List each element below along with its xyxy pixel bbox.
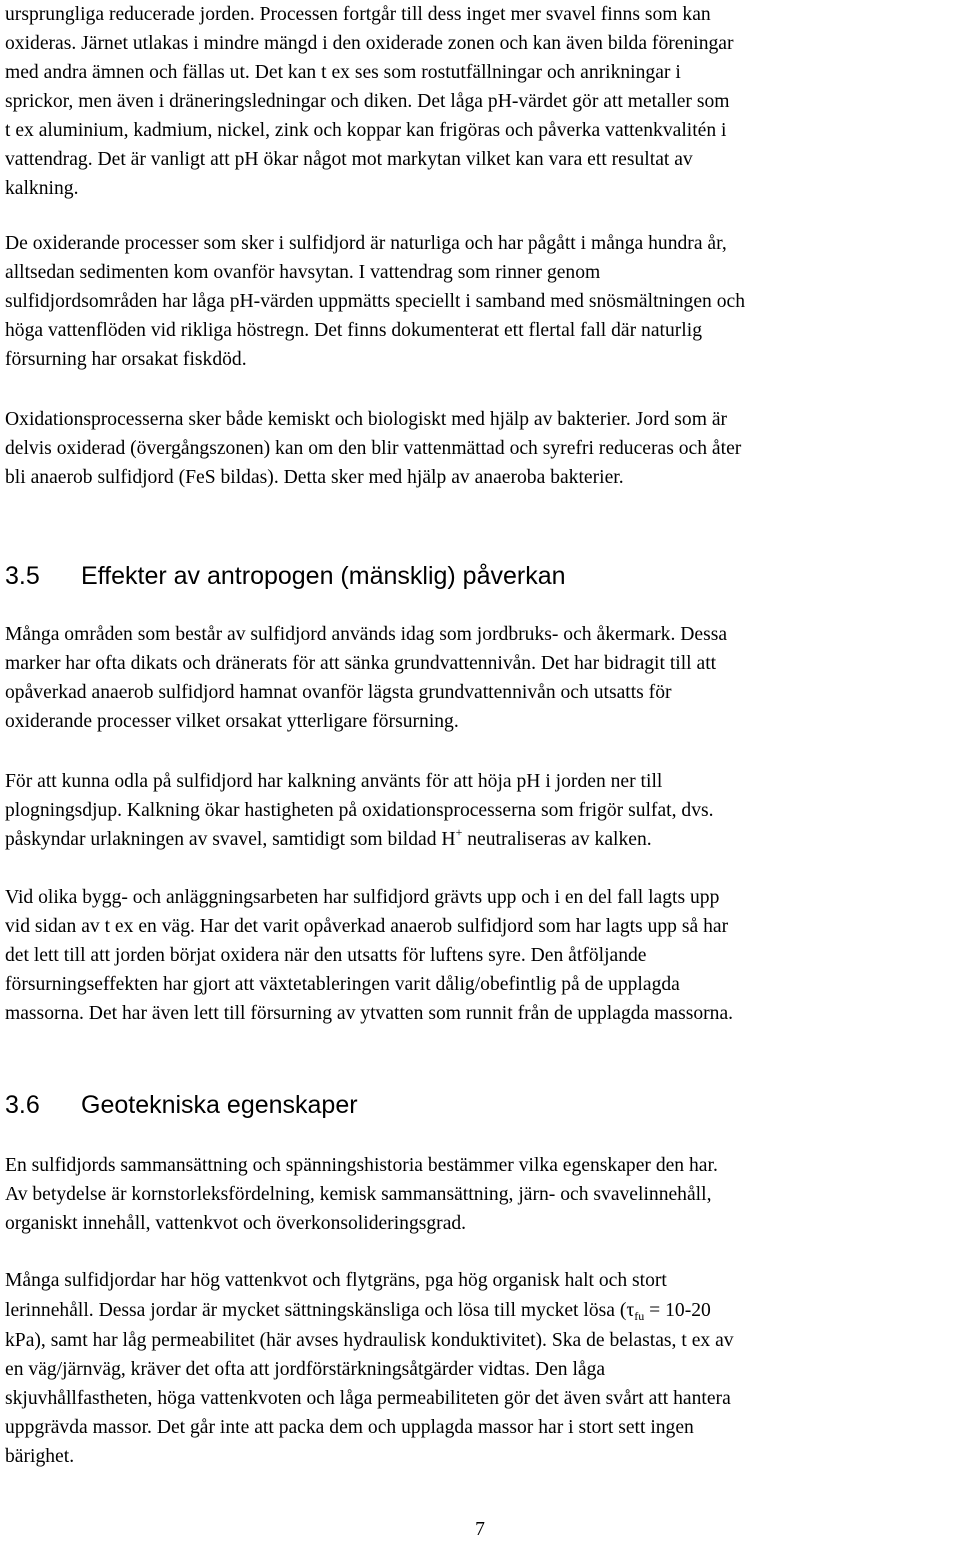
text-line: delvis oxiderad (övergångszonen) kan om den blir vattenmättad och syrefri reduceras och åter bbox=[5, 438, 742, 459]
text-line: ursprungliga reducerade jorden. Processen fortgår till dess inget mer svavel finns som kan bbox=[5, 4, 711, 25]
text-line: plogningsdjup. Kalkning ökar hastigheten på oxidationsprocesserna som frigör sulfat, dvs. bbox=[5, 800, 714, 821]
text-line bbox=[5, 1295, 955, 1326]
section-number: 3.6 bbox=[5, 1091, 40, 1119]
paragraph-agriculture bbox=[5, 620, 955, 736]
subscript-fu: fu bbox=[634, 1309, 645, 1323]
superscript-plus: + bbox=[455, 825, 463, 839]
text-line: alltsedan sedimenten kom ovanför havsytan. I vattendrag som rinner genom bbox=[5, 262, 601, 283]
text-line: bärighet. bbox=[5, 1446, 75, 1467]
text-line: Många sulfidjordar har hög vattenkvot och flytgräns, pga hög organisk halt och stort bbox=[5, 1270, 667, 1291]
section-number: 3.5 bbox=[5, 562, 40, 590]
section-heading-3-5 bbox=[5, 560, 566, 592]
text-line: försurning har orsakat fiskdöd. bbox=[5, 349, 247, 370]
text-line: För att kunna odla på sulfidjord har kalkning använts för att höja pH i jorden ner till bbox=[5, 771, 663, 792]
text-line: De oxiderande processer som sker i sulfidjord är naturliga och har pågått i många hundra år, bbox=[5, 233, 727, 254]
paragraph-geotechnical bbox=[5, 1266, 955, 1471]
text-line: t ex aluminium, kadmium, nickel, zink och koppar kan frigöras och påverka vattenkvalitén i bbox=[5, 120, 727, 141]
text-fragment: neutraliseras av kalken. bbox=[462, 829, 652, 850]
text-line: massorna. Det har även lett till försurning av ytvatten som runnit från de upplagda massorna. bbox=[5, 1003, 734, 1024]
text-line: organiskt innehåll, vattenkvot och överkonsolideringsgrad. bbox=[5, 1213, 467, 1234]
text-line: uppgrävda massor. Det går inte att packa dem och upplagda massor har i stort sett ingen bbox=[5, 1417, 694, 1438]
text-line: sprickor, men även i dräneringsledningar och diken. Det låga pH-värdet gör att metaller som bbox=[5, 91, 730, 112]
paragraph-oxidation-bacteria bbox=[5, 405, 955, 492]
text-line: marker har ofta dikats och dränerats för att sänka grundvattennivån. Det har bidragit till att bbox=[5, 653, 717, 674]
paragraph-construction bbox=[5, 883, 955, 1028]
paragraph-composition bbox=[5, 1151, 955, 1238]
text-line: kPa), samt har låg permeabilitet (här avses hydraulisk konduktivitet). Ska de belastas, t ex av bbox=[5, 1330, 734, 1351]
text-line bbox=[5, 825, 955, 854]
text-line: bli anaerob sulfidjord (FeS bildas). Detta sker med hjälp av anaeroba bakterier. bbox=[5, 467, 624, 488]
text-line: höga vattenflöden vid rikliga höstregn. Det finns dokumenterat ett flertal fall där naturlig bbox=[5, 320, 702, 341]
text-line: vid sidan av t ex en väg. Har det varit opåverkad anaerob sulfidjord som har lagts upp så har bbox=[5, 916, 729, 937]
text-line: oxiderande processer vilket orsakat ytterligare försurning. bbox=[5, 711, 459, 732]
paragraph-liming bbox=[5, 767, 955, 854]
text-fragment: påskyndar urlakningen av svavel, samtidigt som bildad H bbox=[5, 829, 456, 850]
text-line: kalkning. bbox=[5, 178, 79, 199]
text-line: vattendrag. Det är vanligt att pH ökar något mot markytan vilket kan vara ett resultat av bbox=[5, 149, 693, 170]
text-line: Oxidationsprocesserna sker både kemiskt och biologiskt med hjälp av bakterier. Jord som är bbox=[5, 409, 728, 430]
page-number: 7 bbox=[475, 1519, 485, 1540]
text-line: Av betydelse är kornstorleksfördelning, kemisk sammansättning, järn- och svavelinnehåll, bbox=[5, 1184, 712, 1205]
text-line: Många områden som består av sulfidjord används idag som jordbruks- och åkermark. Dessa bbox=[5, 624, 728, 645]
text-line: sulfidjordsområden har låga pH-värden uppmätts speciellt i samband med snösmältningen och bbox=[5, 291, 746, 312]
text-line: Vid olika bygg- och anläggningsarbeten har sulfidjord grävts upp och i en del fall lagts upp bbox=[5, 887, 720, 908]
text-line: En sulfidjords sammansättning och spänningshistoria bestämmer vilka egenskaper den har. bbox=[5, 1155, 718, 1176]
text-line: skjuvhållfastheten, höga vattenkvoten och låga permeabiliteten gör det även svårt att hantera bbox=[5, 1388, 731, 1409]
text-line: det lett till att jorden börjat oxidera när den utsatts för luftens syre. Den åtföljande bbox=[5, 945, 647, 966]
paragraph-sulfide-oxidation bbox=[5, 0, 955, 203]
tau-symbol: τ bbox=[626, 1300, 635, 1321]
text-fragment: = 10-20 bbox=[644, 1300, 711, 1321]
text-fragment: lerinnehåll. Dessa jordar är mycket sättningskänsliga och lösa till mycket lösa ( bbox=[5, 1300, 627, 1321]
section-title: Geotekniska egenskaper bbox=[81, 1091, 358, 1119]
text-line: opåverkad anaerob sulfidjord hamnat ovanför lägsta grundvattennivån och utsatts för bbox=[5, 682, 672, 703]
section-title: Effekter av antropogen (mänsklig) påverkan bbox=[81, 562, 566, 590]
text-line: oxideras. Järnet utlakas i mindre mängd i den oxiderade zonen och kan även bilda föreningar bbox=[5, 33, 734, 54]
paragraph-natural-processes bbox=[5, 229, 955, 374]
text-line: en väg/järnväg, kräver det ofta att jordförstärkningsåtgärder vidtas. Den låga bbox=[5, 1359, 606, 1380]
text-line: med andra ämnen och fällas ut. Det kan t ex ses som rostutfällningar och anrikningar i bbox=[5, 62, 681, 83]
section-heading-3-6 bbox=[5, 1089, 358, 1121]
text-line: försurningseffekten har gjort att växtetableringen varit dålig/obefintlig på de upplagda bbox=[5, 974, 680, 995]
